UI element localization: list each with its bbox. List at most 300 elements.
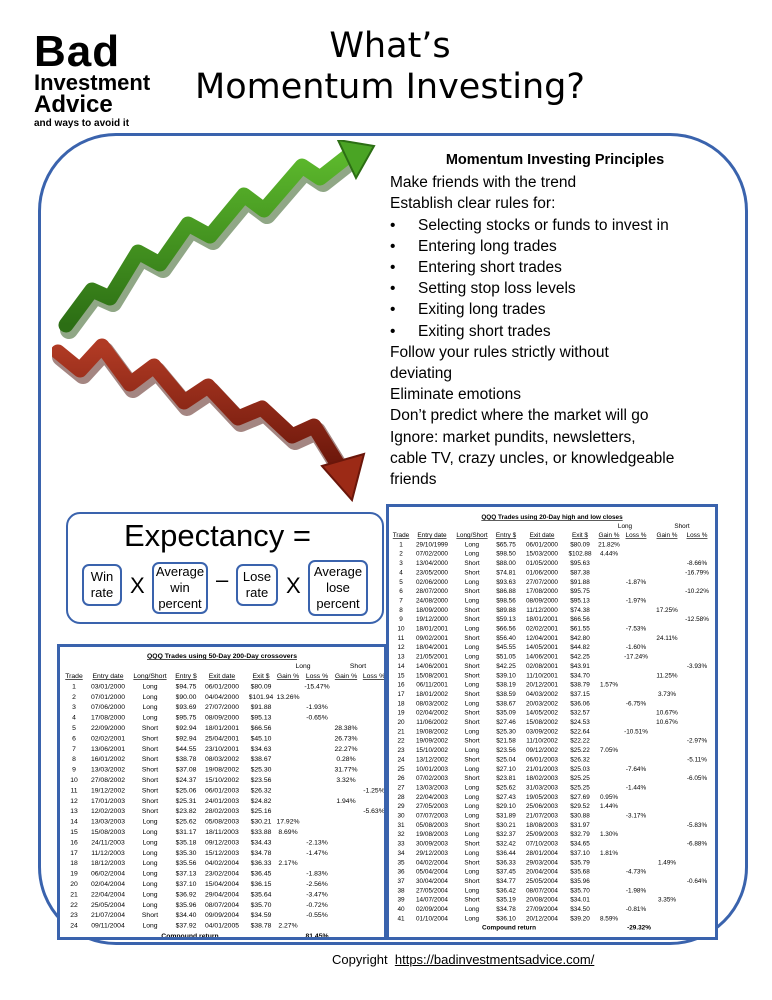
page-title — [175, 26, 605, 108]
table-cell: 08/07/2004 — [526, 887, 558, 895]
table-cell: Long — [464, 831, 480, 839]
table-cell: $38.67 — [250, 756, 272, 764]
table-cell: 15/03/2000 — [526, 550, 558, 558]
table-cell: $39.20 — [570, 915, 590, 923]
table-cell: 24.11% — [656, 634, 678, 642]
table-cell: 18 — [70, 860, 78, 868]
table-cell: Long — [464, 728, 480, 736]
table-cell: 27 — [397, 784, 405, 792]
table-cell: $65.75 — [496, 541, 516, 549]
table-cell: 27/09/2004 — [526, 906, 558, 913]
table-cell: $25.30 — [496, 728, 516, 736]
table-cell: $35.09 — [496, 709, 516, 717]
table-cell: Short — [464, 756, 480, 764]
table-cell: 01/06/2000 — [526, 569, 558, 577]
table-cell: 10 — [397, 625, 405, 633]
bullet-text: Exiting long trades — [418, 301, 546, 319]
multiply-sign: X — [286, 573, 301, 598]
table-cell: $38.79 — [570, 681, 590, 689]
average-lose-box — [308, 560, 368, 616]
bullet-marker: • — [390, 216, 396, 234]
table-cell: $30.21 — [496, 821, 516, 829]
table-cell: 2.17% — [278, 860, 298, 868]
table-cell: 07/10/2003 — [526, 840, 558, 848]
table-cell: $35.79 — [570, 859, 590, 867]
table-cell: $35.56 — [175, 860, 197, 868]
trend-arrows-illustration — [52, 140, 382, 510]
column-header: Exit $ — [572, 532, 588, 539]
table-cell: 05/08/2003 — [204, 818, 240, 826]
table-cell: 15/10/2002 — [416, 747, 448, 755]
table-cell: 11/12/2003 — [91, 849, 125, 857]
table-cell: 20/08/2004 — [526, 896, 558, 904]
table-cell: -6.05% — [686, 775, 708, 783]
table-cell: Short — [464, 616, 480, 624]
lose-rate-box — [236, 564, 278, 606]
table-cell: Long — [464, 747, 480, 755]
bullet-marker: • — [390, 301, 396, 319]
table-cell: 19/12/2000 — [416, 616, 448, 624]
table-cell: $25.04 — [496, 756, 516, 764]
bullet-marker: • — [390, 259, 396, 277]
table-cell: $93.69 — [175, 704, 197, 712]
table-cell: $35.68 — [570, 868, 590, 876]
table-cell: 1.81% — [599, 849, 619, 857]
table-cell: 04/01/2005 — [204, 922, 240, 930]
table-cell: 19/09/2002 — [416, 737, 448, 745]
table-cell: 3 — [72, 704, 76, 712]
table-cell: 31 — [397, 821, 405, 829]
table-cell: 10.67% — [656, 719, 678, 726]
table-cell: Short — [464, 859, 480, 867]
table-cell: $74.81 — [496, 569, 516, 577]
table-cell: $34.59 — [250, 912, 272, 920]
table-cell: 09/12/2003 — [204, 839, 240, 847]
avg-win-line: Average — [155, 564, 205, 579]
table-cell: 29/10/1999 — [416, 541, 448, 549]
table-cell: 0.28% — [336, 756, 356, 764]
table-cell: $29.52 — [570, 803, 590, 811]
table-cell: $36.33 — [250, 860, 272, 868]
table-cell: $34.01 — [570, 896, 590, 904]
table-cell: Short — [141, 808, 159, 816]
website-link[interactable]: https://badinvestmentsadvice.com/ — [394, 952, 595, 967]
table-cell: Long — [464, 765, 480, 773]
table-cell: 08/03/2002 — [204, 756, 240, 764]
table-cell: $80.09 — [570, 541, 590, 549]
table-cell: 14/07/2004 — [416, 896, 448, 904]
table-cell: -0.81% — [625, 906, 647, 913]
minus-sign: – — [216, 567, 229, 592]
column-header: Loss % — [305, 673, 329, 680]
table-cell: $35.18 — [175, 839, 197, 847]
table-cell: 11/10/2001 — [526, 672, 558, 680]
table-cell: 17/08/2000 — [90, 714, 126, 722]
table-cell: $37.10 — [570, 849, 590, 857]
table-cell: Long — [464, 793, 480, 801]
green-up-arrow — [66, 140, 374, 330]
bullet-text: Entering long trades — [418, 237, 557, 255]
column-header: Exit date — [208, 673, 236, 680]
table-cell: 11/06/2002 — [416, 719, 448, 726]
table-cell: 18/09/2000 — [416, 606, 448, 614]
table-cell: 4.44% — [599, 550, 619, 558]
column-header: Long/Short — [456, 532, 488, 539]
table-cell: 08/09/2000 — [526, 597, 558, 605]
table-cell: $42.25 — [496, 662, 516, 670]
table-cell: -5.63% — [363, 808, 384, 816]
table-cell: 17 — [397, 690, 405, 698]
table-cell: $31.17 — [175, 829, 197, 836]
table-cell: 18/01/2001 — [416, 625, 448, 633]
table-cell: $45.55 — [496, 644, 516, 652]
table-cell: Long — [142, 683, 158, 691]
table-cell: $37.45 — [496, 868, 516, 876]
table-cell: $36.45 — [250, 870, 272, 878]
table-cell: $34.77 — [496, 877, 516, 885]
table-cell: Short — [464, 690, 480, 698]
logo — [34, 27, 154, 132]
table-cell: 14/06/2001 — [526, 653, 558, 661]
table-cell: $98.56 — [496, 597, 516, 605]
table-cell: $38.19 — [496, 681, 516, 689]
principle-line: Ignore: market pundits, newsletters, — [390, 428, 636, 446]
table-cell: 20 — [70, 881, 78, 888]
table-cell: 13/03/2003 — [90, 818, 126, 826]
table-cell: -0.55% — [306, 912, 328, 920]
table-cell: 06/01/2000 — [526, 541, 558, 549]
table-cell: $25.25 — [570, 784, 590, 792]
principle-line: deviating — [390, 365, 453, 383]
table-cell: 19/08/2003 — [416, 831, 448, 839]
table-cell: 02/04/2002 — [416, 709, 448, 717]
table-cell: 35 — [397, 859, 405, 867]
table-cell: $95.63 — [570, 560, 590, 568]
table-cell: Long — [142, 818, 158, 826]
table-cell: 31/03/2003 — [526, 784, 558, 792]
table-cell: 17 — [70, 849, 78, 857]
table-cell: $95.75 — [570, 588, 590, 596]
table-cell: Short — [464, 672, 480, 680]
table-cell: $66.56 — [570, 616, 590, 624]
copyright-line — [332, 952, 594, 968]
table-cell: $86.88 — [496, 588, 516, 596]
bullet-marker: • — [390, 237, 396, 255]
table-cell: 28.38% — [334, 725, 358, 732]
table-cell: 16/01/2002 — [90, 756, 126, 764]
table-cell: 9 — [72, 766, 76, 774]
principle-line: cable TV, crazy uncles, or knowledgeable — [390, 449, 675, 467]
table-cell: 27/05/2003 — [416, 803, 448, 811]
table-cell: Long — [464, 915, 480, 923]
table-cell: 04/02/2004 — [416, 859, 448, 867]
table-cell: -5.83% — [686, 821, 708, 829]
table-cell: Long — [464, 803, 480, 811]
table-cell: 08/07/2004 — [204, 901, 240, 909]
table-cell: $27.69 — [570, 793, 590, 801]
table-cell: 32 — [397, 831, 405, 839]
table-cell: $22.64 — [570, 728, 590, 736]
trades-table-right — [389, 507, 715, 937]
table-cell: 09/02/2001 — [416, 634, 448, 642]
table-cell: Long — [142, 693, 158, 701]
table-cell: $87.38 — [570, 569, 590, 577]
table-cell: 04/03/2002 — [526, 690, 558, 698]
title-line-2: Momentum Investing? — [195, 67, 585, 107]
table-cell: Long — [142, 704, 158, 712]
table-cell: 4 — [72, 714, 76, 722]
column-header: Entry $ — [175, 673, 197, 680]
logo-line-bad: Bad — [34, 27, 121, 76]
table-cell: $66.56 — [496, 625, 516, 633]
table-cell: -3.17% — [625, 812, 647, 820]
table-cell: $33.88 — [250, 829, 272, 836]
table-cell: 1.94% — [336, 797, 356, 805]
column-header: Loss % — [362, 673, 384, 680]
table-cell: $95.13 — [250, 714, 272, 722]
table-cell: 10/01/2003 — [416, 765, 448, 773]
table-cell: 18/11/2003 — [205, 829, 239, 836]
table-cell: $35.96 — [570, 877, 590, 885]
compound-return-label: Compound return — [161, 933, 219, 937]
table-cell: 13 — [70, 808, 78, 816]
principles-title: Momentum Investing Principles — [445, 152, 665, 168]
logo-line-investment: Investment — [34, 70, 151, 95]
table-cell: 24 — [397, 756, 405, 764]
table-cell: Long — [464, 812, 480, 820]
table-cell: Short — [141, 756, 159, 764]
table-cell: $25.31 — [175, 797, 197, 805]
table-cell: 10 — [70, 777, 78, 784]
table-cell: Short — [464, 588, 480, 596]
expectancy-title: Expectancy = — [124, 518, 311, 553]
red-down-arrow — [58, 346, 364, 500]
table-cell: 25 — [397, 765, 405, 773]
table-cell: 14/05/2002 — [526, 709, 558, 717]
table-cell: 12 — [397, 644, 405, 652]
table-cell: $56.40 — [496, 634, 516, 642]
table-cell: 08/03/2002 — [416, 700, 448, 708]
table-cell: Long — [464, 578, 480, 586]
column-header: Entry date — [92, 673, 124, 680]
table-cell: 20/12/2001 — [526, 681, 558, 689]
table-cell: -2.97% — [686, 737, 708, 745]
bullet-item — [390, 257, 720, 278]
table-cell: 22/04/2003 — [416, 793, 448, 801]
bullet-marker: • — [390, 280, 396, 298]
table-cell: Short — [464, 634, 480, 642]
average-win-box — [152, 562, 208, 614]
table-cell: 33 — [397, 840, 405, 848]
column-header: Trade — [65, 673, 83, 680]
table-cell: 5 — [72, 725, 76, 732]
table-cell: 1.30% — [599, 831, 619, 839]
table-cell: 12/02/2003 — [90, 808, 126, 816]
table-cell: -5.11% — [687, 756, 707, 764]
table-cell: $42.25 — [570, 653, 590, 661]
avg-win-line: win — [170, 580, 190, 595]
table-cell: $66.56 — [250, 725, 272, 732]
table-cell: 07/02/2003 — [416, 775, 448, 783]
table-cell: $92.94 — [175, 735, 197, 743]
table-cell: $30.21 — [250, 818, 272, 826]
bullet-item — [390, 215, 720, 236]
table-cell: $27.43 — [496, 793, 516, 801]
table-cell: $25.22 — [570, 747, 590, 755]
table-cell: 18/01/2001 — [526, 616, 558, 624]
table-cell: 13/06/2001 — [90, 745, 126, 753]
table-cell: 09/12/2002 — [526, 747, 558, 755]
table-cell: 21/01/2003 — [526, 765, 558, 773]
table-cell: $34.78 — [250, 849, 272, 857]
table-cell: 23 — [397, 747, 405, 755]
table-cell: -10.51% — [624, 728, 648, 736]
table-cell: 18/12/2003 — [90, 860, 126, 868]
table-cell: $35.70 — [250, 901, 272, 909]
table-cell: 1.49% — [657, 859, 677, 867]
table-cell: 26 — [397, 775, 405, 783]
table-cell: Long — [464, 868, 480, 876]
table-cell: 20 — [397, 719, 405, 726]
table-cell: 24/01/2003 — [204, 797, 240, 805]
table-cell: $34.78 — [496, 906, 516, 913]
table-cell: 29/12/2003 — [416, 849, 448, 857]
table-cell: 8.59% — [599, 915, 619, 923]
table-cell: $35.70 — [570, 887, 590, 895]
table-cell: 29/03/2004 — [526, 859, 558, 867]
table-cell: 11.25% — [656, 672, 678, 680]
table-cell: $88.00 — [496, 560, 516, 568]
table-cell: Long — [464, 681, 480, 689]
table-cell: -1.97% — [625, 597, 647, 605]
table-cell: 4 — [399, 569, 403, 577]
table-cell: 27/07/2000 — [204, 704, 240, 712]
table-cell: -2.13% — [306, 839, 328, 847]
table-cell: $34.70 — [570, 672, 590, 680]
table-cell: Short — [464, 821, 480, 829]
table-cell: $92.94 — [175, 725, 197, 732]
table-cell: 15/08/2001 — [416, 672, 448, 680]
table-cell: -0.64% — [686, 877, 708, 885]
column-header: Gain % — [276, 673, 300, 680]
table-cell: 07/01/2000 — [90, 693, 126, 701]
table-cell: 23/02/2004 — [204, 870, 240, 878]
table-cell: -4.73% — [625, 868, 647, 876]
table-cell: $38.78 — [175, 756, 197, 764]
table-cell: 08/09/2000 — [204, 714, 240, 722]
table-cell: 3 — [399, 560, 403, 568]
table-cell: $35.96 — [175, 901, 197, 909]
table-cell: $93.63 — [496, 578, 516, 586]
table-cell: Long — [464, 653, 480, 661]
table-cell: 19/12/2002 — [90, 787, 126, 795]
table-cell: Long — [464, 784, 480, 792]
logo-tagline: and ways to avoid it — [34, 118, 130, 129]
column-header: Gain % — [598, 532, 620, 539]
table-cell: -1.25% — [363, 787, 384, 795]
table-cell: Short — [141, 777, 159, 784]
table-cell: $95.13 — [570, 597, 590, 605]
group-header-long: Long — [295, 663, 311, 670]
table-cell: 17/01/2003 — [90, 797, 126, 805]
table-cell: $25.62 — [496, 784, 516, 792]
table-cell: Long — [464, 550, 480, 558]
table-cell: $59.13 — [496, 616, 516, 624]
table-cell: $42.80 — [570, 634, 590, 642]
win-rate-line: rate — [90, 585, 114, 600]
table-cell: 18/01/2002 — [416, 690, 448, 698]
table-cell: Short — [464, 775, 480, 783]
table-cell: 29/04/2004 — [204, 891, 240, 899]
table-cell: Long — [464, 644, 480, 652]
table-cell: 11 — [70, 787, 78, 795]
table-cell: 6 — [399, 588, 403, 596]
table-cell: $90.00 — [175, 693, 197, 701]
table-cell: $24.53 — [570, 719, 590, 726]
table-cell: 15/12/2003 — [204, 849, 240, 857]
table-cell: 30/09/2003 — [416, 840, 448, 848]
table-cell: -17.24% — [624, 653, 648, 661]
table-cell: $26.32 — [570, 756, 590, 764]
table-cell: 15/08/2003 — [90, 829, 126, 836]
table-cell: $51.05 — [496, 653, 516, 661]
table-cell: 28/07/2000 — [416, 588, 448, 596]
table-cell: 22 — [70, 901, 78, 909]
table-cell: Short — [141, 735, 159, 743]
table-cell: Short — [464, 709, 480, 717]
table-cell: -1.47% — [306, 849, 328, 857]
table-cell: 04/04/2000 — [204, 693, 240, 701]
bullet-item — [390, 236, 720, 257]
column-header: Entry date — [417, 532, 447, 539]
table-cell: Long — [142, 870, 158, 878]
table-cell: Short — [141, 797, 159, 805]
table-cell: 11/12/2000 — [526, 606, 558, 614]
table-cell: $38.78 — [250, 922, 272, 930]
table-cell: $35.64 — [250, 891, 272, 899]
table-cell: 09/11/2004 — [91, 922, 125, 930]
table-cell: 27/08/2002 — [90, 777, 126, 784]
table-cell: 36 — [397, 868, 405, 876]
table-cell: $45.10 — [250, 735, 272, 743]
table-cell: Short — [141, 766, 159, 774]
table-cell: 01/05/2000 — [526, 560, 558, 568]
table-cell: $91.88 — [570, 578, 590, 586]
table-cell: $35.30 — [175, 849, 197, 857]
table-cell: 02/06/2000 — [416, 578, 448, 586]
table-cell: $34.40 — [175, 912, 197, 920]
table-cell: $29.10 — [496, 803, 516, 811]
table-cell: 26.73% — [334, 735, 358, 743]
expectancy-formula — [66, 512, 384, 624]
table-cell: 1.44% — [599, 803, 619, 811]
table-cell: Short — [141, 725, 159, 732]
table-cell: $101.94 — [248, 693, 274, 701]
table-cell: $25.16 — [250, 808, 272, 816]
table-cell: 11/10/2002 — [526, 737, 558, 745]
table-cell: 37 — [397, 877, 405, 885]
table-cell: $74.38 — [570, 606, 590, 614]
table-cell: $36.33 — [496, 859, 516, 867]
table-cell: $34.63 — [250, 745, 272, 753]
table-cell: 1.57% — [599, 681, 619, 689]
table-cell: $80.09 — [250, 683, 272, 691]
table-cell: $23.56 — [250, 777, 272, 784]
table-cell: $32.37 — [496, 831, 516, 839]
table-cell: $91.88 — [250, 704, 272, 712]
table-cell: $34.50 — [570, 906, 590, 913]
table-cell: -16.79% — [685, 569, 709, 577]
